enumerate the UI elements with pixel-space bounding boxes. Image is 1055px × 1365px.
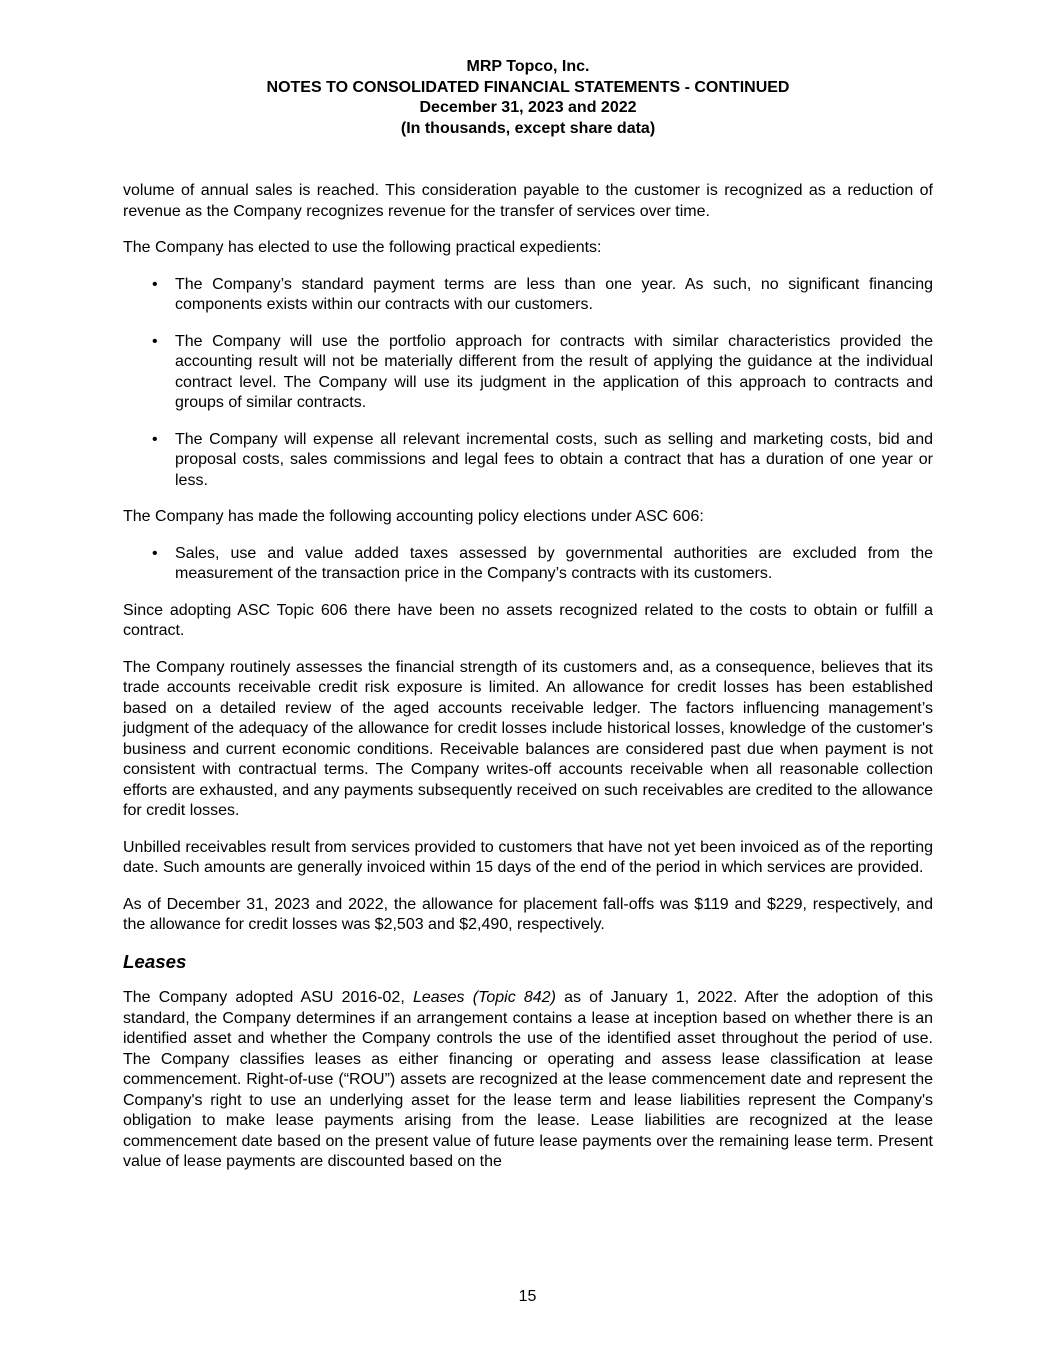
- date-line: December 31, 2023 and 2022: [419, 99, 637, 116]
- bullet-item: • The Company will use the portfolio approach for contracts with similar characteristics provided the accounting result will not be materially different from the result of applying the guidance at the individual contract level. The Company will use its judgment in the application of this approach to contracts and groups of similar contracts.: [175, 332, 933, 414]
- bullet-item: • Sales, use and value added taxes assessed by governmental authorities are excluded from the measurement of the transaction price in the Company’s contracts with its customers.: [175, 544, 933, 585]
- page-footer: [0, 1287, 1055, 1308]
- leases-text-post: as of January 1, 2022. After the adoption of this standard, the Company determines if an arrangement contains a lease at inception based on whether there is an identified asset and whether the Company controls the use of the identified asset throughout the period of use. The Company classifies leases as either financing or operating and assess lease classification at lease commencement. Right-of-use (“ROU”) assets are recognized at the lease commencement date and represent the Company's right to use an underlying asset for the lease term and lease liabilities represent the Company's obligation to make lease payments arising from the lease. Lease liabilities are recognized at the lease commencement date based on the present value of future lease payments over the remaining lease term. Present value of lease payments are discounted based on the: [123, 989, 934, 1170]
- bullet-list-policy-elections: [123, 544, 933, 585]
- leases-text-pre: The Company adopted ASU 2016-02,: [123, 989, 413, 1006]
- paragraph-continuation: volume of annual sales is reached. This consideration payable to the customer is recognized as a reduction of revenue as the Company recognizes revenue for the transfer of services over time.: [123, 182, 933, 220]
- units-line: (In thousands, except share data): [400, 119, 656, 137]
- paragraph-unbilled-receivables: Unbilled receivables result from services provided to customers that have not yet been invoiced as of the reporting date. Such amounts are generally invoiced within 15 days of the end of the period in which services are provided.: [123, 838, 933, 876]
- leases-text-italic: Leases (Topic 842): [412, 989, 556, 1006]
- section-heading-leases: Leases: [123, 950, 187, 972]
- bullet-item: • The Company’s standard payment terms are less than one year. As such, no significant financing components exists within our contracts with our customers.: [175, 275, 933, 316]
- company-name: MRP Topco, Inc.: [466, 58, 590, 75]
- paragraph-expedients-intro: The Company has elected to use the following practical expedients:: [123, 239, 602, 256]
- document-body: [123, 181, 933, 1173]
- paragraph-leases: [123, 988, 933, 1173]
- bullet-list-practical-expedients: [123, 275, 933, 492]
- paragraph-credit-risk: The Company routinely assesses the financial strength of its customers and, as a consequence, believes that its trade accounts receivable credit risk exposure is limited. An allowance for credit losses has been established based on a detailed review of the aged accounts receivable ledger. The factors influencing management’s judgment of the adequacy of the allowance for credit losses include historical losses, knowledge of the customer's business and current economic conditions. Receivable balances are considered past due when payment is not consistent with contractual terms. The Company writes-off accounts receivable when all reasonable collection efforts are exhausted, and any payments subsequently received on such receivables are credited to the allowance for credit losses.: [123, 658, 933, 819]
- document-header: [123, 57, 933, 139]
- bullet-item: • The Company will expense all relevant incremental costs, such as selling and marketing costs, bid and proposal costs, sales commissions and legal fees to obtain a contract that has a duration of one year or less.: [175, 430, 933, 492]
- paragraph-elections-intro: The Company has made the following accounting policy elections under ASC 606:: [123, 508, 704, 525]
- paragraph-allowances: As of December 31, 2023 and 2022, the allowance for placement fall-offs was $119 and $229, respectively, and the allowance for credit losses was $2,503 and $2,490, respectively.: [123, 895, 933, 933]
- page-number: 15: [518, 1287, 537, 1305]
- paragraph-since-adopting: Since adopting ASC Topic 606 there have been no assets recognized related to the costs to obtain or fulfill a contract.: [123, 601, 933, 639]
- document-title: NOTES TO CONSOLIDATED FINANCIAL STATEMENTS - CONTINUED: [266, 78, 790, 96]
